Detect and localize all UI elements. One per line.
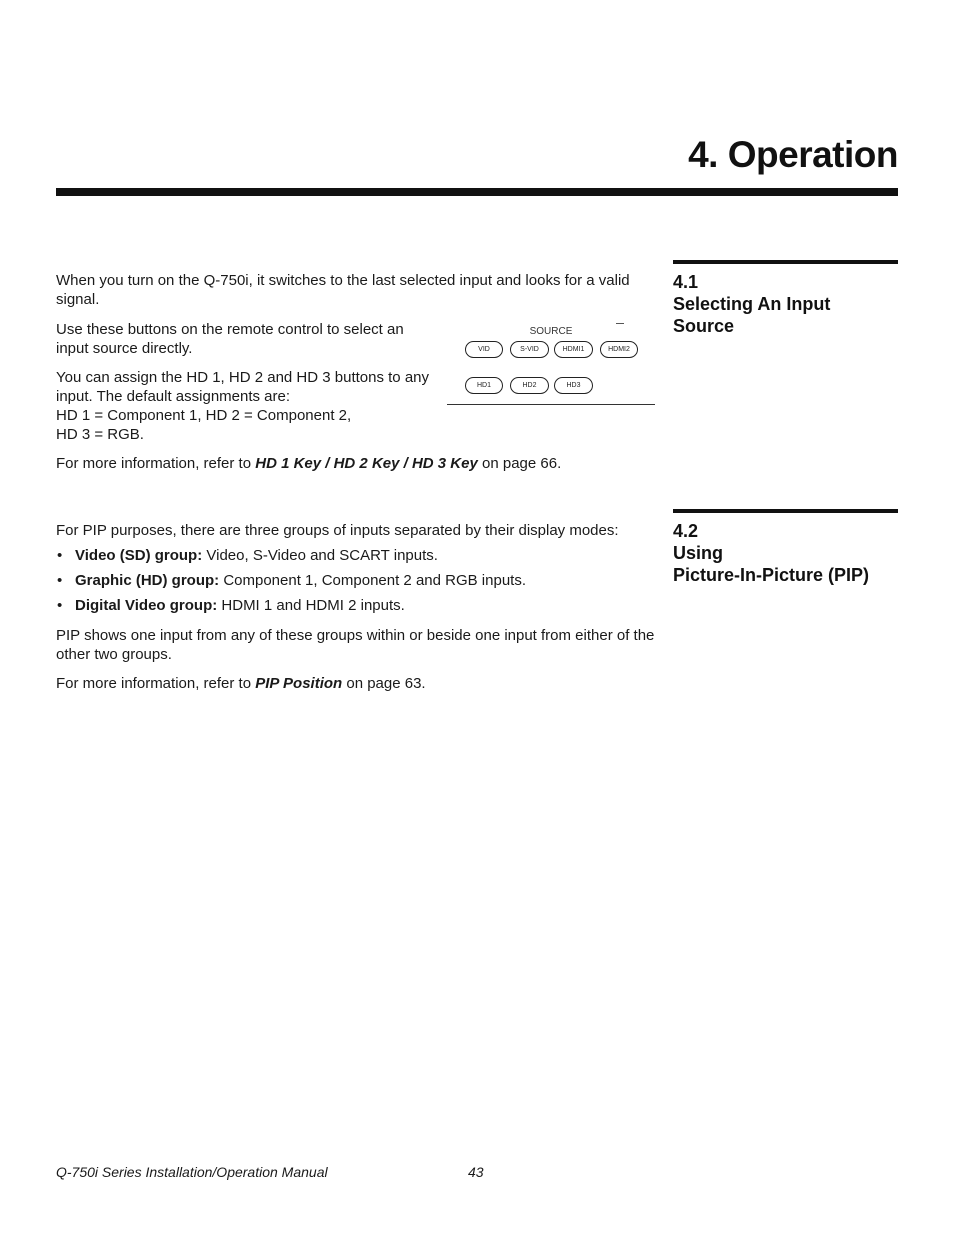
bullet-text: Video, S-Video and SCART inputs.: [202, 547, 438, 564]
section-2-title-line1: Using: [673, 543, 724, 563]
section-1-heading: [673, 271, 913, 337]
hd-key-reference-link[interactable]: HD 1 Key / HD 2 Key / HD 3 Key: [255, 455, 478, 472]
bullet-label: Digital Video group:: [75, 597, 218, 614]
remote-button-hd2: HD2: [510, 377, 549, 394]
section-2-rule: [673, 509, 898, 513]
bullet-text: Component 1, Component 2 and RGB inputs.: [219, 572, 527, 589]
remote-button-s-vid: S-VID: [510, 341, 549, 358]
list-item: [56, 596, 656, 615]
section-1-rule: [673, 260, 898, 264]
remote-source-buttons-figure: [447, 320, 655, 405]
chapter-title: 4. Operation: [688, 134, 898, 175]
more-info-prefix: For more information, refer to: [56, 675, 256, 692]
section-1-number: 4.1: [673, 272, 699, 292]
remote-button-hdmi2: HDMI2: [600, 341, 638, 358]
more-info-suffix: on page 66.: [477, 455, 562, 472]
remote-button-hdmi1: HDMI1: [554, 341, 593, 358]
assign-line-3: HD 3 = RGB.: [56, 426, 144, 443]
section-1-more-info: [56, 454, 656, 473]
pip-description: PIP shows one input from any of these groups within or beside one input from either of the other two groups.: [56, 627, 655, 663]
section-1-buttons-text: Use these buttons on the remote control to select an input source directly.: [56, 321, 404, 357]
bullet-label: Graphic (HD) group:: [75, 572, 220, 589]
remote-button-hd3: HD3: [554, 377, 593, 394]
more-info-suffix: on page 63.: [342, 675, 426, 692]
chapter-rule: [56, 188, 898, 196]
bullet-label: Video (SD) group:: [75, 547, 203, 564]
assign-line-2: HD 1 = Component 1, HD 2 = Component 2,: [56, 407, 352, 424]
remote-button-hd1: HD1: [465, 377, 503, 394]
remote-source-label: SOURCE: [529, 326, 573, 337]
section-1-title-line2: Source: [673, 316, 735, 336]
section-1-title-line1: Selecting An Input: [673, 294, 831, 314]
assign-line-1: You can assign the HD 1, HD 2 and HD 3 buttons to any input. The default assignments are:: [56, 369, 430, 405]
section-2-heading: [673, 520, 913, 586]
section-2-number: 4.2: [673, 521, 699, 541]
remote-tick-mark: [616, 323, 624, 324]
remote-button-vid: VID: [465, 341, 503, 358]
section-2-intro: For PIP purposes, there are three groups of inputs separated by their display modes:: [56, 522, 619, 539]
section-1-intro: When you turn on the Q-750i, it switches to the last selected input and looks for a valid signal.: [56, 272, 630, 308]
section-2-more-info: [56, 674, 656, 693]
footer-manual-title: Q-750i Series Installation/Operation Manual: [56, 1164, 328, 1180]
pip-position-reference-link[interactable]: PIP Position: [255, 675, 343, 692]
bullet-text: HDMI 1 and HDMI 2 inputs.: [217, 597, 405, 614]
input-groups-list: [56, 546, 656, 621]
footer-page-number: 43: [468, 1164, 484, 1180]
section-1-assign-text: [56, 368, 441, 444]
more-info-prefix: For more information, refer to: [56, 455, 256, 472]
section-2-title-line2: Picture-In-Picture (PIP): [673, 565, 870, 585]
list-item: [56, 546, 656, 565]
list-item: [56, 571, 656, 590]
